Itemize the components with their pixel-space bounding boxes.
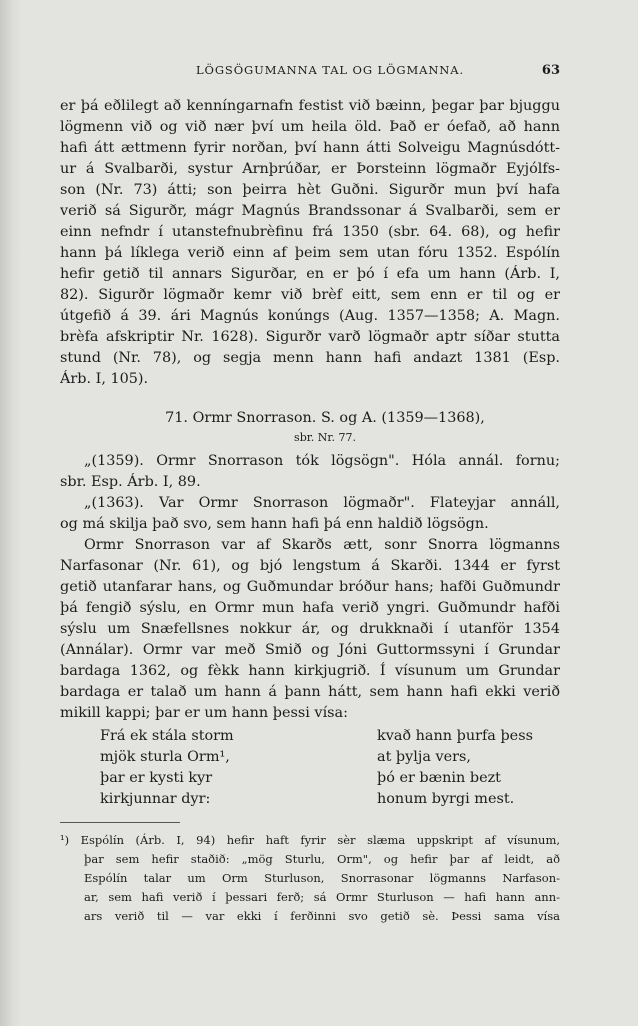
text-line: verið sá Sigurðr, mágr Magnús Brandssonar á Svalbarði, sem er [60, 203, 560, 219]
text-line: brèfa afskriptir Nr. 1628). Sigurðr varð lögmaðr aptr síðar stutta [60, 329, 560, 345]
verse-line: þar er kysti kyr [100, 770, 213, 786]
text-line: útgefið á 39. ári Magnús konúngs (Aug. 1357—1358; A. Magn. [60, 308, 560, 324]
page-number: 63 [541, 63, 560, 78]
text-line: stund (Nr. 78), og segja menn hann hafi andazt 1381 (Esp. [60, 350, 560, 366]
text-line: lögmenn við og við nær því um heila öld. Það er óefað, að hann [60, 119, 560, 135]
text-line: (Annálar). Ormr var með Smið og Jóni Guttormssyni í Grundar [60, 642, 560, 658]
text-line: „(1359). Ormr Snorrason tók lögsögn". Hóla annál. fornu; [84, 453, 560, 469]
footnote [60, 831, 560, 926]
footnote-line: þar sem hefir staðið: „mög Sturlu, Orm", og hefir þar af leidt, að [84, 852, 560, 866]
footnote-line: ars verið til — var ekki í ferðinni svo getið sè. Þessi sama vísa [84, 909, 560, 923]
book-page [60, 60, 560, 926]
text-line: einn nefndr í utanstefnubrèfinu frá 1350 (sbr. 64. 68), og hefir [60, 224, 560, 240]
text-line: er þá eðlilegt að kenníngarnafn festist við bæinn, þegar þar bjuggu [60, 98, 560, 114]
text-line: þá fengið sýslu, en Ormr mun hafa verið yngri. Guðmundr hafði [60, 600, 560, 616]
verse-line: kvað hann þurfa þess [377, 728, 533, 744]
footnote-line: ¹) Espólín (Árb. I, 94) hefir haft fyrir sèr slæma uppskript af vísunum, [60, 833, 560, 847]
paragraph-sigurdr [60, 96, 560, 390]
section-subheading: sbr. Nr. 77. [294, 431, 356, 444]
text-line: Ormr Snorrason var af Skarðs ætt, sonr Snorra lögmanns [84, 537, 560, 553]
text-line: hefir getið til annars Sigurðar, en er þó í efa um hann (Árb. I, [60, 266, 560, 282]
text-line: og má skilja það svo, sem hann hafi þá enn haldið lögsögn. [60, 516, 489, 532]
text-line: Narfasonar (Nr. 61), og bjó lengstum á Skarði. 1344 er fyrst [60, 558, 560, 574]
text-line: „(1363). Var Ormr Snorrason lögmaðr". Flateyjar annáll, [84, 495, 560, 511]
paragraph-annal-1359 [60, 451, 560, 493]
verse-line: mjök sturla Orm¹, [100, 749, 230, 765]
text-line: bardaga er talað um hann á þann hátt, sem hann hafi ekki verið [60, 684, 560, 700]
verse-line: Frá ek stála storm [100, 728, 234, 744]
text-line: bardaga 1362, og fèkk hann kirkjugrið. Í vísunum um Grundar [60, 663, 560, 679]
paragraph-ormr [60, 535, 560, 724]
text-line: hafi átt ættmenn fyrir norðan, því hann átti Solveigu Magnúsdótt- [60, 140, 560, 156]
footnote-line: Espólín talar um Orm Sturluson, Snorrasonar lögmanns Narfason- [84, 871, 560, 885]
text-line: sýslu um Snæfellsnes nokkur ár, og drukknaði í utanför 1354 [60, 621, 560, 637]
paragraph-annal-1363 [60, 493, 560, 535]
running-title: LÖGSÖGUMANNA TAL OG LÖGMANNA. [195, 63, 465, 77]
running-header [100, 60, 560, 84]
text-line: mikill kappi; þar er um hann þessi vísa: [60, 705, 348, 721]
verse-right-column [335, 726, 560, 810]
book-spine-shadow [0, 0, 22, 1026]
verse-left-column [100, 726, 325, 810]
footnote-divider [60, 822, 180, 823]
footnote-line: ar, sem hafi verið í þessari ferð; sá Ormr Sturluson — hafi hann ann- [84, 890, 560, 904]
verse-block [60, 726, 560, 810]
section-heading: 71. Ormr Snorrason. S. og A. (1359—1368), [165, 410, 485, 426]
text-line: hann þá líklega verið einn af þeim sem utan fóru 1352. Espólín [60, 245, 560, 261]
verse-line: þó er bænin bezt [377, 770, 501, 786]
text-line: son (Nr. 73) átti; son þeirra hèt Guðni. Sigurðr mun því hafa [60, 182, 560, 198]
verse-line: kirkjunnar dyr: [100, 791, 211, 807]
text-line: 82). Sigurðr lögmaðr kemr við brèf eitt, sem enn er til og er [60, 287, 560, 303]
verse-line: honum byrgi mest. [377, 791, 515, 807]
text-line: getið utanfarar hans, og Guðmundar bróður hans; hafði Guðmundr [60, 579, 560, 595]
verse-line: at þylja vers, [377, 749, 471, 765]
text-line: ur á Svalbarði, systur Arnþrúðar, er Þorsteinn lögmaðr Eyjólfs- [60, 161, 560, 177]
text-line: sbr. Esp. Árb. I, 89. [60, 474, 201, 490]
text-line: Árb. I, 105). [60, 371, 149, 387]
